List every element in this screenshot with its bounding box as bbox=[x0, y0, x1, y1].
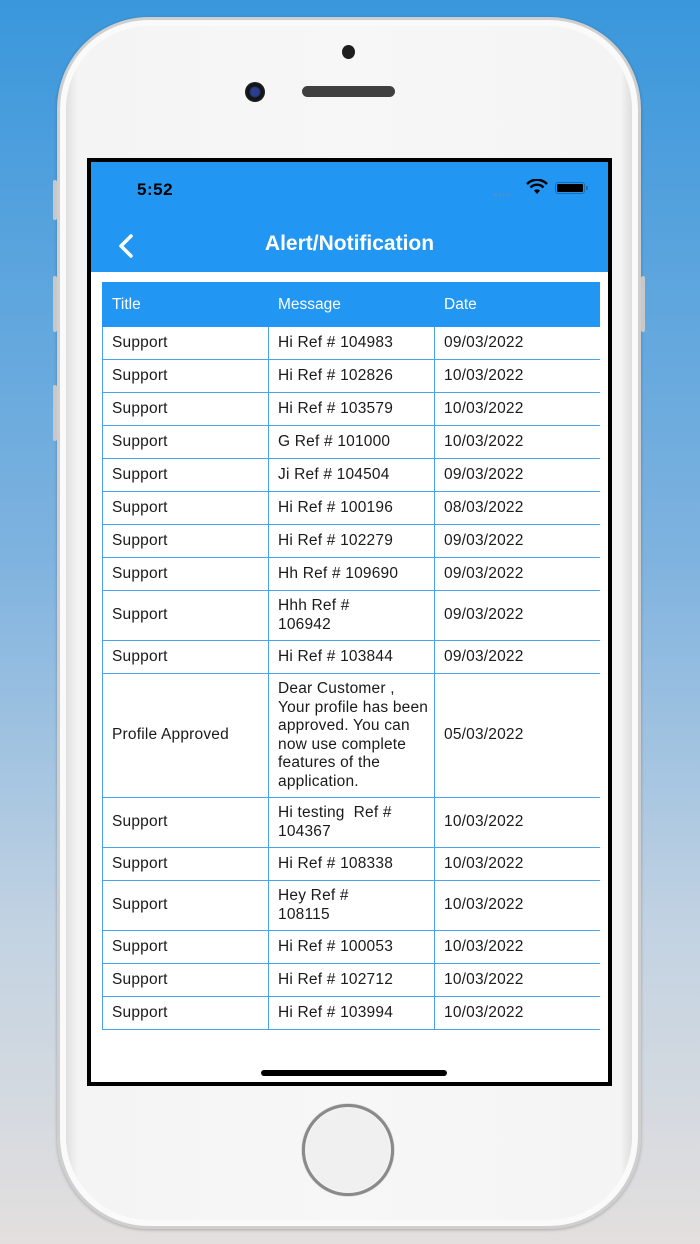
cell-message: Hey Ref # 108115 bbox=[269, 881, 435, 931]
cell-message: Hh Ref # 109690 bbox=[269, 558, 435, 591]
table-row[interactable] bbox=[103, 964, 601, 997]
cell-date: 10/03/2022 bbox=[435, 798, 601, 848]
cell-message: Hi Ref # 103844 bbox=[269, 641, 435, 674]
cell-message: Hi Ref # 104983 bbox=[269, 327, 435, 360]
front-camera-icon bbox=[245, 82, 265, 102]
notifications-table bbox=[102, 282, 600, 1030]
column-header-title: Title bbox=[103, 283, 269, 327]
cell-message: Hi Ref # 102712 bbox=[269, 964, 435, 997]
cell-date: 10/03/2022 bbox=[435, 931, 601, 964]
status-time: 5:52 bbox=[137, 180, 174, 199]
cell-message: Hi Ref # 103579 bbox=[269, 393, 435, 426]
cell-title: Support bbox=[103, 426, 269, 459]
home-indicator[interactable] bbox=[261, 1070, 447, 1076]
column-header-date: Date bbox=[435, 283, 601, 327]
cell-message: Dear Customer , Your profile has been approved. You can now use complete features of the application. bbox=[269, 674, 435, 798]
cell-message: Hi testing Ref # 104367 bbox=[269, 798, 435, 848]
table-row[interactable] bbox=[103, 327, 601, 360]
cell-title: Support bbox=[103, 931, 269, 964]
table-row[interactable] bbox=[103, 459, 601, 492]
cell-message: Hi Ref # 100053 bbox=[269, 931, 435, 964]
table-row[interactable] bbox=[103, 525, 601, 558]
phone-screen bbox=[87, 158, 612, 1086]
cell-message: Hi Ref # 100196 bbox=[269, 492, 435, 525]
table-row[interactable] bbox=[103, 426, 601, 459]
cell-title: Support bbox=[103, 591, 269, 641]
cell-date: 09/03/2022 bbox=[435, 591, 601, 641]
table-row[interactable] bbox=[103, 360, 601, 393]
cell-message: Hi Ref # 102826 bbox=[269, 360, 435, 393]
wifi-icon bbox=[526, 179, 548, 195]
table-row[interactable] bbox=[103, 881, 601, 931]
table-row[interactable] bbox=[103, 492, 601, 525]
cell-date: 09/03/2022 bbox=[435, 641, 601, 674]
cell-message: Hi Ref # 102279 bbox=[269, 525, 435, 558]
cell-title: Profile Approved bbox=[103, 674, 269, 798]
cell-title: Support bbox=[103, 360, 269, 393]
cell-title: Support bbox=[103, 798, 269, 848]
status-bar bbox=[91, 162, 608, 219]
cell-title: Support bbox=[103, 964, 269, 997]
home-button[interactable] bbox=[302, 1104, 394, 1196]
cell-title: Support bbox=[103, 525, 269, 558]
page-title: Alert/Notification bbox=[264, 232, 435, 255]
cell-title: Support bbox=[103, 848, 269, 881]
cell-title: Support bbox=[103, 492, 269, 525]
cell-message: Hhh Ref # 106942 bbox=[269, 591, 435, 641]
cell-message: Ji Ref # 104504 bbox=[269, 459, 435, 492]
table-row[interactable] bbox=[103, 591, 601, 641]
earpiece-speaker bbox=[302, 86, 395, 97]
cell-date: 10/03/2022 bbox=[435, 848, 601, 881]
table-row[interactable] bbox=[103, 558, 601, 591]
cell-date: 09/03/2022 bbox=[435, 327, 601, 360]
cell-title: Support bbox=[103, 459, 269, 492]
cell-title: Support bbox=[103, 558, 269, 591]
cell-date: 10/03/2022 bbox=[435, 881, 601, 931]
side-button-volume-down bbox=[53, 385, 57, 441]
battery-tip bbox=[586, 186, 588, 190]
table-row[interactable] bbox=[103, 931, 601, 964]
table-row[interactable] bbox=[103, 997, 601, 1030]
app-screen bbox=[91, 162, 608, 1082]
cell-title: Support bbox=[103, 327, 269, 360]
cell-date: 05/03/2022 bbox=[435, 674, 601, 798]
cell-date: 10/03/2022 bbox=[435, 393, 601, 426]
table-row[interactable] bbox=[103, 641, 601, 674]
cell-date: 08/03/2022 bbox=[435, 492, 601, 525]
cell-title: Support bbox=[103, 641, 269, 674]
cell-message: Hi Ref # 108338 bbox=[269, 848, 435, 881]
cell-date: 10/03/2022 bbox=[435, 997, 601, 1030]
side-button-power bbox=[641, 276, 645, 332]
cell-title: Support bbox=[103, 997, 269, 1030]
cell-message: G Ref # 101000 bbox=[269, 426, 435, 459]
cell-date: 09/03/2022 bbox=[435, 525, 601, 558]
cell-date: 10/03/2022 bbox=[435, 426, 601, 459]
cell-date: 09/03/2022 bbox=[435, 459, 601, 492]
side-button-volume-up bbox=[53, 276, 57, 332]
table-row[interactable] bbox=[103, 848, 601, 881]
cell-title: Support bbox=[103, 881, 269, 931]
cell-date: 09/03/2022 bbox=[435, 558, 601, 591]
battery-icon bbox=[555, 182, 585, 194]
column-header-message: Message bbox=[269, 283, 435, 327]
cell-title: Support bbox=[103, 393, 269, 426]
cell-message: Hi Ref # 103994 bbox=[269, 997, 435, 1030]
cell-date: 10/03/2022 bbox=[435, 964, 601, 997]
table-row[interactable] bbox=[103, 798, 601, 848]
side-button-silent bbox=[53, 180, 57, 220]
proximity-sensor bbox=[342, 45, 355, 59]
cell-date: 10/03/2022 bbox=[435, 360, 601, 393]
notifications-table-scroll[interactable] bbox=[102, 282, 600, 1046]
cellular-dots-icon: •••• bbox=[494, 190, 511, 200]
navigation-bar bbox=[91, 219, 608, 272]
table-row[interactable] bbox=[103, 393, 601, 426]
table-header-row bbox=[103, 283, 601, 327]
table-row[interactable] bbox=[103, 674, 601, 798]
